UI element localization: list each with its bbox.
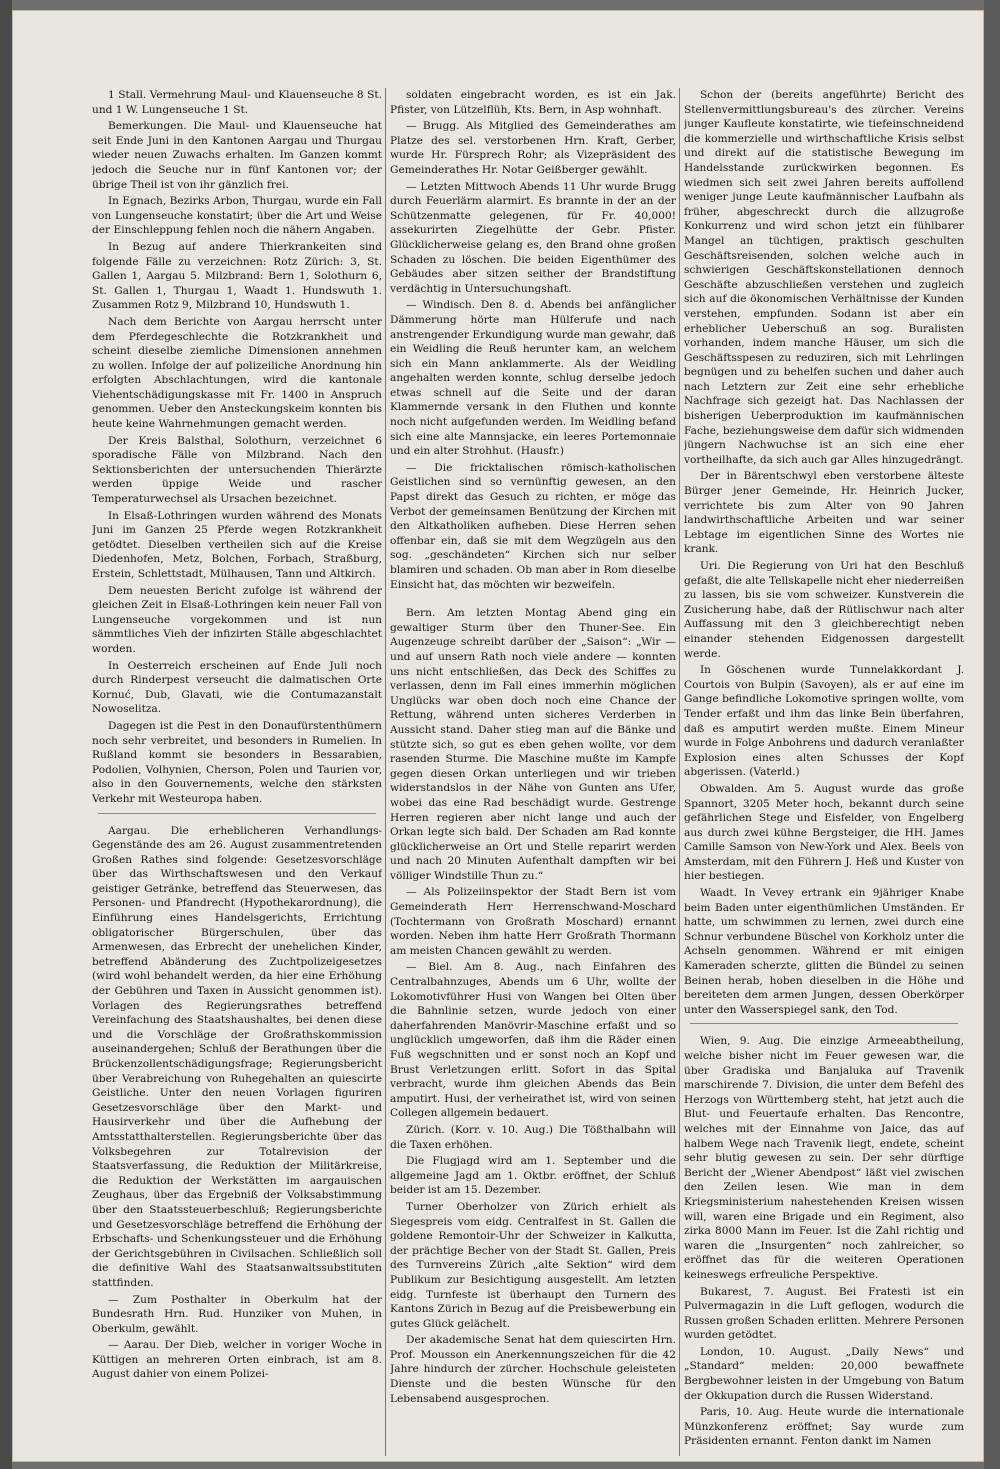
newspaper-page	[12, 10, 984, 1462]
article-paragraph: Schon der (bereits angeführte) Bericht des Stellenvermittlungsbureau's des zürcher. Vereins junger Kaufleute konstatirte, wie tiefeinschneidend die kommerzielle und wirthschaftliche Krisis selbst und direkt auf die statistische Bewegung im Handelsstande zurückwirken begonnen. Es wiedmen sich seit zwei Jahren bereits auffollend weniger junge Leute kaufmännischer Laufbahn als früher, abgeschreckt durch die allzugroße Konkurrenz und wird schon jetzt ein fühlbarer Mangel an tüchtigen, praktisch geschulten Geschäftsreisenden, solchen welche auch in schwierigen Geschäftskonstellationen dennoch Geschäfte abzuschließen verstehen und zugleich sich auf die ökonomischen Verhältnisse der Kunden verstehen, empfunden. Sodann ist aber ein erheblicher Ueberschuß an sog. Buralisten vorhanden, indem manche Häuser, um sich die Geschäftsspesen zu reduziren, sich mit Lehrlingen begnügen und zu behelfen suchen und daher auch nach Letztern zur Zeit eine sehr erhebliche Nachfrage sich gezeigt hat. Das Nachlassen der bisherigen Ueberproduktion im kaufmännischen Fache, beziehungsweise dem dafür sich widmenden jüngern Nachwuchse ist an sich eine eher vortheilhafte, da sich auch gar Alles hinzugedrängt.	[684, 89, 964, 466]
article-paragraph: Paris, 10. Aug. Heute wurde die internationale Münzkonferenz eröffnet; Say wurde zum Präsidenten ernannt. Fenton dankt im Namen	[684, 1406, 964, 1448]
section-divider	[690, 1023, 958, 1024]
article-paragraph: — Zum Posthalter in Oberkulm hat der Bundesrath Hrn. Rud. Hunziker von Muhen, in Oberkulm, gewählt.	[92, 1293, 382, 1335]
article-paragraph: Uri. Die Regierung von Uri hat den Beschluß gefaßt, die alte Tellskapelle nicht eher niederreißen zu lassen, bis sie vom schweizer. Kunstverein die Zusicherung habe, daß der Rütlischwur nach alter Auffassung mit den 3 gleichberechtigt neben einander stehenden Eidgenossen dargestellt werde.	[684, 560, 964, 660]
article-paragraph: — Windisch. Den 8. d. Abends bei anfänglicher Dämmerung hörte man Hülferufe und nach anstrengender Erkundigung wurde man gewahr, daß ein Weidling die Reuß herunter kam, an welchem sich ein Mann anklammerte. Als der Weidling angehalten werden konnte, schlug derselbe jedoch etwas schnell auf die Seite und der daran Klammernde versank in den Fluthen und konnte noch nicht aufgefunden werden. Im Weidling befand sich eine alte Mannsjacke, ein leeres Portemonnaie und ein alter Strohhut. (Hausfr.)	[390, 299, 676, 458]
article-paragraph: — Biel. Am 8. Aug., nach Einfahren des Centralbahnzuges, Abends um 6 Uhr, wollte der Lokomotivführer Husi von Wangen bei Olten über die Bahnlinie setzen, wurde jedoch von einer daherfahrenden Manövrir-Maschine erfaßt und so unglücklich umgeworfen, daß ihm die Räder einen Fuß wegschnitten und er sonst noch an Kopf und Brust Verletzungen erlitt. Sofort in das Spital verbracht, wurde ihm gleichen Abends das Bein amputirt. Husi, der verheirathet ist, wird von seinen Collegen allgemein bedauert.	[390, 961, 676, 1120]
article-paragraph: London, 10. August. „Daily News“ und „Standard“ melden: 20,000 bewaffnete Bergbewohner leisten in der Umgebung von Batum der Okkupation durch die Russen Widerstand.	[684, 1345, 964, 1402]
article-paragraph: Bemerkungen. Die Maul- und Klauenseuche hat seit Ende Juni in den Kantonen Aargau und Thurgau wieder neuen Zuwachs erhalten. Im Ganzen kommt jedoch die Seuche nur in fünf Kantonen vor; der übrige Theil ist von ihr gänzlich frei.	[92, 120, 382, 191]
article-paragraph: In Oesterreich erscheinen auf Ende Juli noch durch Rinderpest verseucht die dalmatischen Orte Kornuć, Dub, Glavati, wie die Contumazanstalt Nowoselitza.	[92, 659, 382, 716]
article-paragraph: Der Kreis Balsthal, Solothurn, verzeichnet 6 sporadische Fälle von Milzbrand. Nach den Sektionsberichten der untersuchenden Thierärzte werden üppige Weide und rascher Temperaturwechsel als Ursachen bezeichnet.	[92, 434, 382, 506]
column-2	[390, 88, 676, 1456]
article-paragraph: — Die fricktalischen römisch-katholischen Geistlichen sind so vernünftig gewesen, an den Papst direkt das Gesuch zu richten, er möge das Verbot der gemeinsamen Benützung der Kirchen mit den Altkatholiken aufheben. Diese Herren sehen offenbar ein, daß sie mit dem Wegzügeln aus den sog. „geschändeten“ Kirchen sich nur selber blamiren und schaden. Ob man aber in Rom dieselbe Einsicht hat, das möchten wir bezweifeln.	[390, 461, 676, 591]
article-paragraph: Dem neuesten Bericht zufolge ist während der gleichen Zeit in Elsaß-Lothringen kein neuer Fall von Lungenseuche vorgekommen und ist nun sämmtliches Vieh der infizirten Ställe abgeschlachtet worden.	[92, 584, 382, 655]
article-paragraph: Nach dem Berichte von Aargau herrscht unter dem Pferdegeschlechte die Rotzkrankheit und scheint dieselbe ziemliche Dimensionen annehmen zu wollen. Infolge der auf polizeiliche Anordnung hin erfolgten Abschlachtungen, wird die kantonale Viehentschädigungskasse mit Fr. 1400 in Anspruch genommen. Ueber den Ansteckungskeim konnten bis heute keine Wahrnehmungen gemacht werden.	[92, 315, 382, 431]
article-paragraph: 1 Stall. Vermehrung Maul- und Klauenseuche 8 St. und 1 W. Lungenseuche 1 St.	[92, 89, 382, 116]
article-paragraph: In Göschenen wurde Tunnelakkordant J. Courtois von Bulpin (Savoyen), als er auf eine im Gange befindliche Lokomotive springen wollte, vom Tender erfaßt und ihm das linke Bein überfahren, daß es amputirt werden mußte. Einem Mineur wurde in Folge Anbohrens und dadurch veranlaßter Explosion eines alten Schusses der Kopf abgerissen. (Vaterld.)	[684, 664, 964, 779]
article-paragraph: Obwalden. Am 5. August wurde das große Spannort, 3205 Meter hoch, bekannt durch seine gefährlichen Stege und Eisfelder, von Engelberg aus durch zwei kühne Bergsteiger, die HH. James Camille Samson von New-York und Alex. Beels von Amsterdam, mit den Führern J. Heß und Kuster von hier bestiegen.	[684, 782, 964, 883]
column-3	[684, 88, 964, 1456]
text-columns	[92, 88, 964, 1456]
article-paragraph: Zürich. (Korr. v. 10. Aug.) Die Tößthalbahn will die Taxen erhöhen.	[390, 1123, 676, 1151]
article-paragraph: In Egnach, Bezirks Arbon, Thurgau, wurde ein Fall von Lungenseuche konstatirt; über die Art und Weise der Einschleppung fehlen noch die nähern Angaben.	[92, 195, 382, 237]
article-paragraph: Die Flugjagd wird am 1. September und die allgemeine Jagd am 1. Oktbr. eröffnet, der Schluß beider ist am 15. Dezember.	[390, 1155, 676, 1197]
section-gap	[390, 594, 676, 606]
article-paragraph: — Brugg. Als Mitglied des Gemeinderathes am Platze des sel. verstorbenen Hrn. Kraft, Gerber, wurde Hr. Fürsprech Rohr; als Vizepräsident des Gemeinderathes Hr. Notar Geißberger gewählt.	[390, 120, 676, 176]
article-paragraph: Dagegen ist die Pest in den Donaufürstenthümern noch sehr verbreitet, und besonders in Rumelien. In Rußland kommt sie besonders in Bessarabien, Podolien, Volhynien, Cherson, Polen und Taurien vor, also in den Gouvernements, welche den stärksten Verkehr mit Westeuropa haben.	[92, 719, 382, 805]
scan-left-edge	[0, 0, 12, 1469]
article-paragraph: Bern. Am letzten Montag Abend ging ein gewaltiger Sturm über den Thuner-See. Ein Augenzeuge schreibt darüber der „Saison“: „Wir — und auf unsern Rath noch viele andere — konnten uns nicht entschließen, das Deck des Schiffes zu verlassen, denn im Fall eines immerhin möglichen Unglücks war oben doch noch eine Chance der Rettung, während unten sicheres Verderben in Aussicht stand. Daher stieg man auf die Bänke und stützte sich, so gut es eben gehen wollte, vor dem rasenden Sturme. Die Maschine mußte im Kampfe gegen diesen Orkan unterliegen und wir trieben widerstandslos in der Nähe von Gunten ans Ufer, wobei das eine Rad beschädigt wurde. Gestrenge Herren regieren aber nicht lange und auch der Orkan legte sich bald. Der Schaden am Rad konnte glücklicherweise an Ort und Stelle reparirt werden und nach 20 Minuten Aufenthalt dampften wir bei völliger Windstille Thun zu.“	[390, 607, 676, 882]
column-1	[92, 88, 382, 1456]
column-rule	[679, 88, 680, 1456]
section-divider	[98, 813, 376, 814]
article-paragraph: Aargau. Die erheblicheren Verhandlungs-Gegenstände des am 26. August zusammentretenden Großen Rathes sind folgende: Gesetzesvorschläge über das Wirthschaftswesen und den Verkauf geistiger Getränke, betreffend das Steuerwesen, das Personen- und Pfandrecht (Hypothekarordnung), die Einführung eines Handelsgerichts, Errichtung obligatorischer Bürgerschulen, über das Armenwesen, das Erbrecht der unehelichen Kinder, betreffend Abänderung des Zuchtpolizeigesetzes (wird wohl behandelt werden, da hier eine Erhöhung der Gebühren und Taxen in Aussicht genommen ist). Vorlagen des Regierungsrathes betreffend Vereinfachung des Staatshaushaltes, bei denen diese und die Vorschläge der Großrathskommission auseinandergehen; Schluß der Berathungen über die Brückenzollentschädigungsfrage; Regierungsbericht über Verabreichung von Ruhegehalten an quiescirte Geistliche. Unter den neuen Vorlagen figuriren Gesetzesvorschläge über den Markt- und Hausirverkehr und über die Aufhebung der Amtsstatthalterstellen. Regierungsberichte über das Volksbegehren zur Totalrevision der Staatsverfassung, die Reduktion der Militärkreise, die Reduktion der Werkstätten im aargauischen Zeughaus, über das Ergebniß der Volksabstimmung über den Staatssteuerbeschluß; Regierungsberichte und Gesetzesvorschläge betreffend die Erhöhung der Erbschafts- und Schenkungssteuer und die Erhöhung der Gerichtsgebühren in Civilsachen. Schließlich soll die definitive Wahl des Staatsanwaltssubstituten stattfinden.	[92, 824, 382, 1289]
article-paragraph: — Aarau. Der Dieb, welcher in voriger Woche in Küttigen an mehreren Orten einbrach, ist am 8. August dahier von einem Polizei-	[92, 1339, 382, 1381]
article-paragraph: soldaten eingebracht worden, es ist ein Jak. Pfister, von Lützelflüh, Kts. Bern, in Asp wohnhaft.	[390, 89, 676, 116]
article-paragraph: In Bezug auf andere Thierkrankeiten sind folgende Fälle zu verzeichnen: Rotz Zürich: 3, St. Gallen 1, Aargau 5. Milzbrand: Bern 1, Solothurn 6, St. Gallen 1, Thurgau 1, Waadt 1. Hundswuth 1. Zusammen Rotz 9, Milzbrand 10, Hundswuth 1.	[92, 240, 382, 312]
article-paragraph: Der akademische Senat hat dem quiescirten Hrn. Prof. Mousson ein Anerkennungszeichen für die 42 Jahre hindurch der zürcher. Hochschule geleisteten Dienste und die besten Wünsche für den Lebensabend ausgesprochen.	[390, 1334, 676, 1405]
article-paragraph: Waadt. In Vevey ertrank ein 9jähriger Knabe beim Baden unter eigenthümlichen Umständen. Er hatte, um schwimmen zu lernen, zwei durch eine Schnur verbundene Büschel von Korkholz unter die Achseln genommen. Während er mit einigen Kameraden scherzte, glitten die Bündel zu seinen Beinen herab, hoben dieselben in die Höhe und bereiteten dem armen Jungen, dessen Oberkörper unter den Wasserspiegel sank, den Tod.	[684, 887, 964, 1016]
article-paragraph: Bukarest, 7. August. Bei Fratesti ist ein Pulvermagazin in die Luft geflogen, wodurch die Russen großen Schaden erlitten. Mehrere Personen wurden getödtet.	[684, 1285, 964, 1342]
article-paragraph: In Elsaß-Lothringen wurden während des Monats Juni im Ganzen 25 Pferde wegen Rotzkrankheit getödtet. Dieselben vertheilen sich auf die Kreise Diedenhofen, Metz, Bolchen, Forbach, Straßburg, Erstein, Schlettstadt, Mülhausen, Tann und Altkirch.	[92, 509, 382, 580]
article-paragraph: Der in Bärentschwyl eben verstorbene älteste Bürger jener Gemeinde, Hr. Heinrich Jucker, verrichtete bis zum Alter von 90 Jahren landwirthschaftliche Arbeiten und war seiner Lebtage im eigentlichen Sinne des Wortes nie krank.	[684, 470, 964, 556]
article-paragraph: Wien, 9. Aug. Die einzige Armeeabtheilung, welche bisher nicht im Feuer gewesen war, die über Gradiska und Banjaluka auf Travenik marschirende 7. Division, die unter dem Befehl des Herzogs von Württemberg steht, hat jetzt auch die Blut- und Feuertaufe erhalten. Das Rencontre, welches mit der Einnahme von Jaice, das auf halbem Wege nach Travenik liegt, endete, scheint sehr blutig gewesen zu sein. Der sehr dürftige Bericht der „Wiener Abendpost“ läßt viel zwischen den Zeilen lesen. Wie man in dem Kriegsministerium nahestehenden Kreisen wissen will, waren eine Brigade und ein Regiment, also zirka 8000 Mann im Feuer. Ist die Zahl richtig und waren die „Insurgenten“ noch zahlreicher, so eröffnet das für die weiteren Operationen keineswegs erfreuliche Perspektive.	[684, 1035, 964, 1281]
article-paragraph: Turner Oberholzer von Zürich erhielt als Siegespreis vom eidg. Centralfest in St. Gallen die goldene Remontoir-Uhr der Schweizer in Kalkutta, der prächtige Becher von der Stadt St. Gallen, Preis des Turnvereins Zürich „alte Sektion“ wird dem Publikum zur Besichtigung ausgestellt. Am letzten eidg. Turnfeste ist überhaupt den Turnern des Kantons Zürich in Bezug auf die Preisbewerbung ein gutes Glück gelächelt.	[390, 1200, 676, 1330]
article-paragraph: — Als Polizeiinspektor der Stadt Bern ist vom Gemeinderath Herr Herrenschwand-Moschard (Tochtermann von Großrath Moschard) ernannt worden. Neben ihm hatte Herr Großrath Thormann am meisten Chancen gewählt zu werden.	[390, 886, 676, 957]
scan-right-edge	[984, 0, 1000, 1469]
column-rule	[385, 88, 386, 1456]
article-paragraph: — Letzten Mittwoch Abends 11 Uhr wurde Brugg durch Feuerlärm alarmirt. Es brannte in der an der Schützenmatte gelegenen, für Fr. 40,000! assekurirten Ziegelhütte der Gebr. Pfister. Glücklicherweise gelang es, den Brand ohne großen Schaden zu löschen. Die beiden Eigenthümer des Gebäudes aber sitzen seither der Brandstiftung verdächtig in Untersuchungshaft.	[390, 180, 676, 295]
